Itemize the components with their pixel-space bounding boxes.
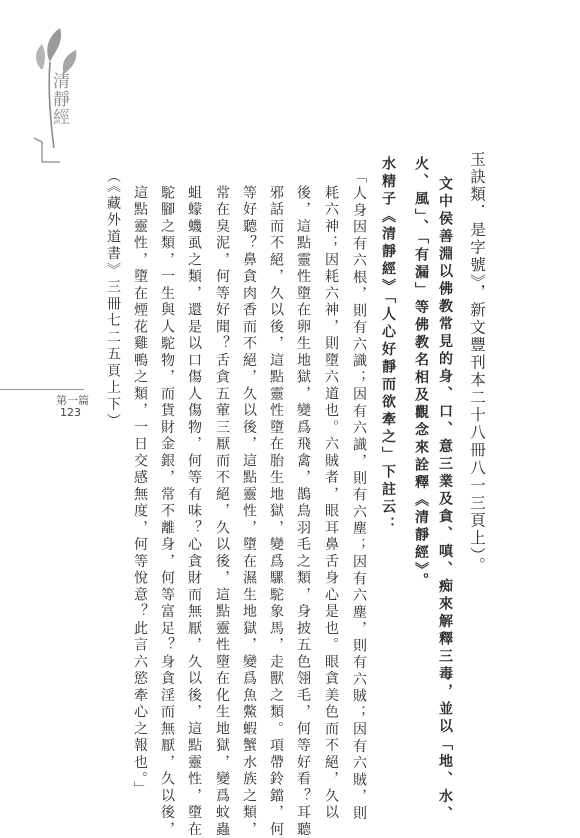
leaf-icon: [36, 44, 45, 70]
leaf-icon: [47, 28, 61, 62]
text-column: 文中侯善淵以佛教常見的身、口、意三業及貪、嗔、痴來解釋三毒，並以「地、水、: [437, 176, 453, 824]
quote-column: 駝腳之類，一生與人駝物，而貨財金銀，常不離身，何等富足？身貪淫而無厭，久以後，: [159, 185, 175, 838]
text-column: 水精子《清靜經》「人心好靜而欲牽之」下註云：: [380, 156, 396, 534]
quote-column: 蛆蠓蟣虱之類，還是以口傷人傷物，何等有味？心貪財而無厭，久以後，這點靈性，墮在: [186, 185, 202, 838]
logo-title: 清靜經: [49, 72, 69, 126]
text-column: 玉訣類．是字號》，新文豐刊本二十八冊八一三頁上）。: [468, 151, 486, 575]
quote-column: 耗六神；因耗六神，則墮六道也。六賊者，眼耳鼻舌身心是也。眼貪美色而不絕，久以: [323, 185, 339, 822]
leaf-icon: [63, 50, 77, 74]
page-number: 123: [60, 406, 81, 419]
quote-column: 常在臭泥，何等好聞？舌貪五葷三厭而不絕，久以後，這點靈性墮在化生地獄，變爲蚊蟲: [214, 185, 230, 838]
quote-column: 「人身因有六根，則有六識；因有六識，則有六塵；因有六塵，則有六賊；因有六賊，則: [351, 169, 367, 823]
quote-column: 邪話而不絕，久以後，這點靈性墮在胎生地獄，變爲騾駝象馬，走獸之類。項帶鈴鐺，何: [268, 185, 284, 838]
citation-column: （《藏外道書》三冊七二五頁上下）: [105, 169, 121, 430]
text-column: 火、風」、「有漏」等佛教名相及觀念來詮釋《清靜經》。: [413, 156, 429, 590]
bracket-icon: [34, 138, 60, 162]
quote-column: 這點靈性，墮在煙花雞鴨之類，一日交感無度，何等悅意？此言六慾牽心之報也。」: [132, 185, 148, 798]
margin-rule: [0, 389, 84, 390]
chapter-label: 第一篇: [56, 394, 89, 407]
quote-column: 等好聽？鼻貪肉香而不絕，久以後，這點靈性，墮在濕生地獄，變爲魚鱉蝦蟹水族之類，: [241, 185, 257, 838]
quote-column: 後，這點靈性墮在卵生地獄，變爲飛禽，鵲鳥羽毛之類，身披五色翎毛，何等好看？耳聽: [295, 185, 311, 838]
